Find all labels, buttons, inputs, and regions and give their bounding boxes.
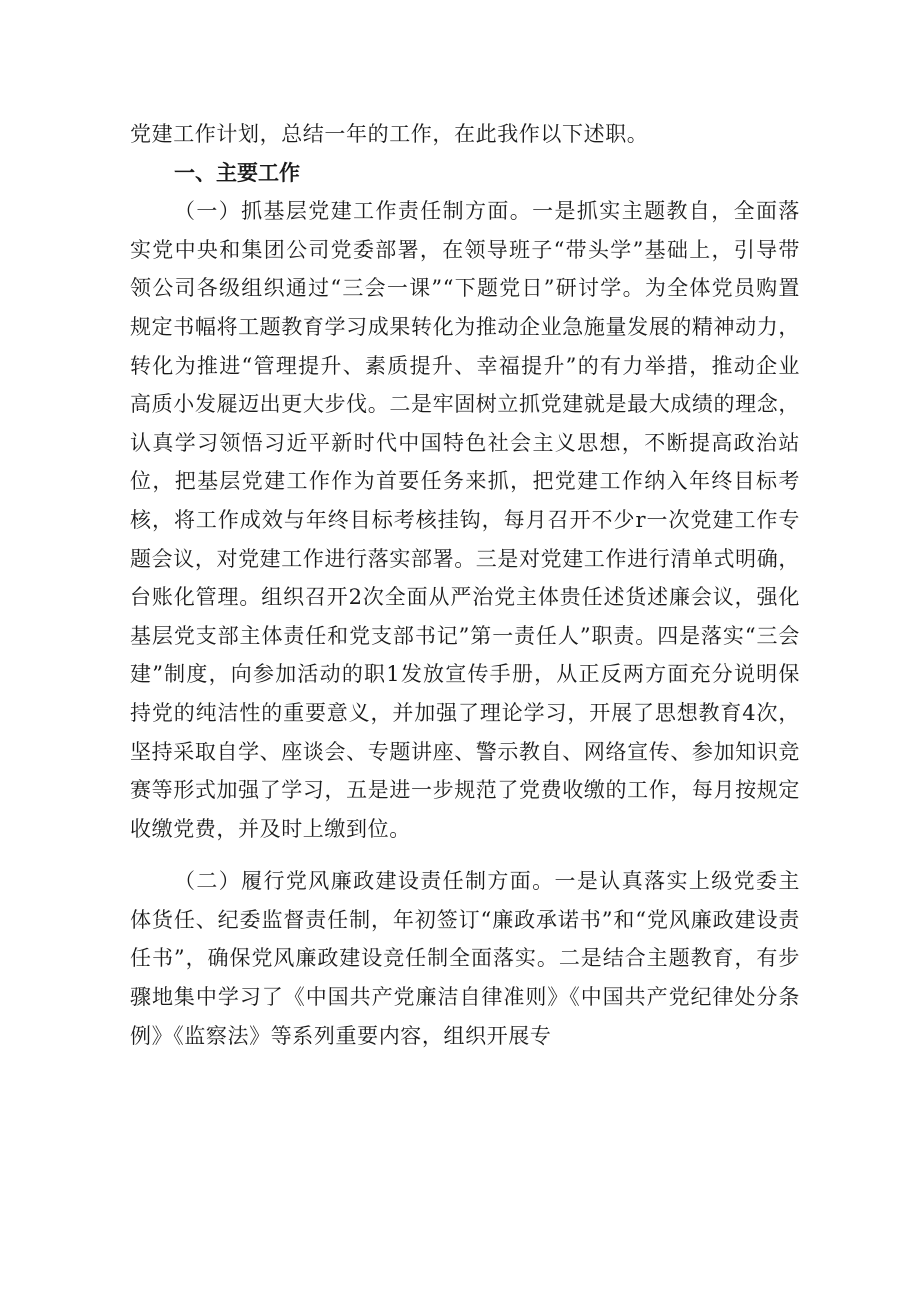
paragraph-party-building-responsibility: （一）抓基层党建工作责任制方面。一是抓实主题教自，全面落实党中央和集团公司党委部署，在领导班子“带头学”基础上，引导带领公司各级组织通过“三会一课”“下题党日”研讨学。为全体党员购置规定书幅将工题教育学习成果转化为推动企业急施量发展的精神动力，转化为推进“管理提升、素质提升、幸福提升”的有力举措，推动企业高质小发屣迈出更大步伐。二是牢固树立抓党建就是最大成绩的理念，认真学习领悟习近平新时代中国特色社会主义思想，不断提高政治站位，把基层党建工作作为首要任务来抓，把党建工作纳入年终目标考核，将工作成效与年终目标考核挂钩，每月召开不少r一次党建工作专题会议，对党建工作进行落实部署。三是对党建工作进行清单式明确，台账化管理。组织召开2次全面从严治党主体贵任述货述廉会议，强化基层党支部主体责任和党支部书记”第一责任人”职责。四是落实“三会建”制度，向参加活动的职1发放宣传手册，从正反两方面充分说明保持党的纯洁性的重要意义，并加强了理论学习，开展了思想教育4次，坚持采取自学、座谈会、专题讲座、警示教自、网络宣传、参加知识竞赛等形式加强了学习，五是进一步规范了党费收缴的工作，每月按规定收缴党费，并及时上缴到位。 — [130, 199, 800, 841]
paragraph-clean-governance-responsibility: （二）履行党风廉政建设责任制方面。一是认真落实上级党委主体货任、纪委监督责任制，年初签订“廉政承诺书”和“党风廉政建设责任书”，确保党风廉政建设竞任制全面落实。二是结合主题教育，有步骤地集中学习了《中国共产党廉洁自律准则》《中国共产党纪律处分条例》《监察法》等系列重要内容，组织开展专 — [130, 869, 800, 1048]
intro-paragraph: 党建工作计划，总结一年的工作，在此我作以下述职。 — [130, 122, 649, 146]
document-body — [130, 115, 800, 1055]
section-heading: 一、主要工作 — [174, 160, 300, 185]
